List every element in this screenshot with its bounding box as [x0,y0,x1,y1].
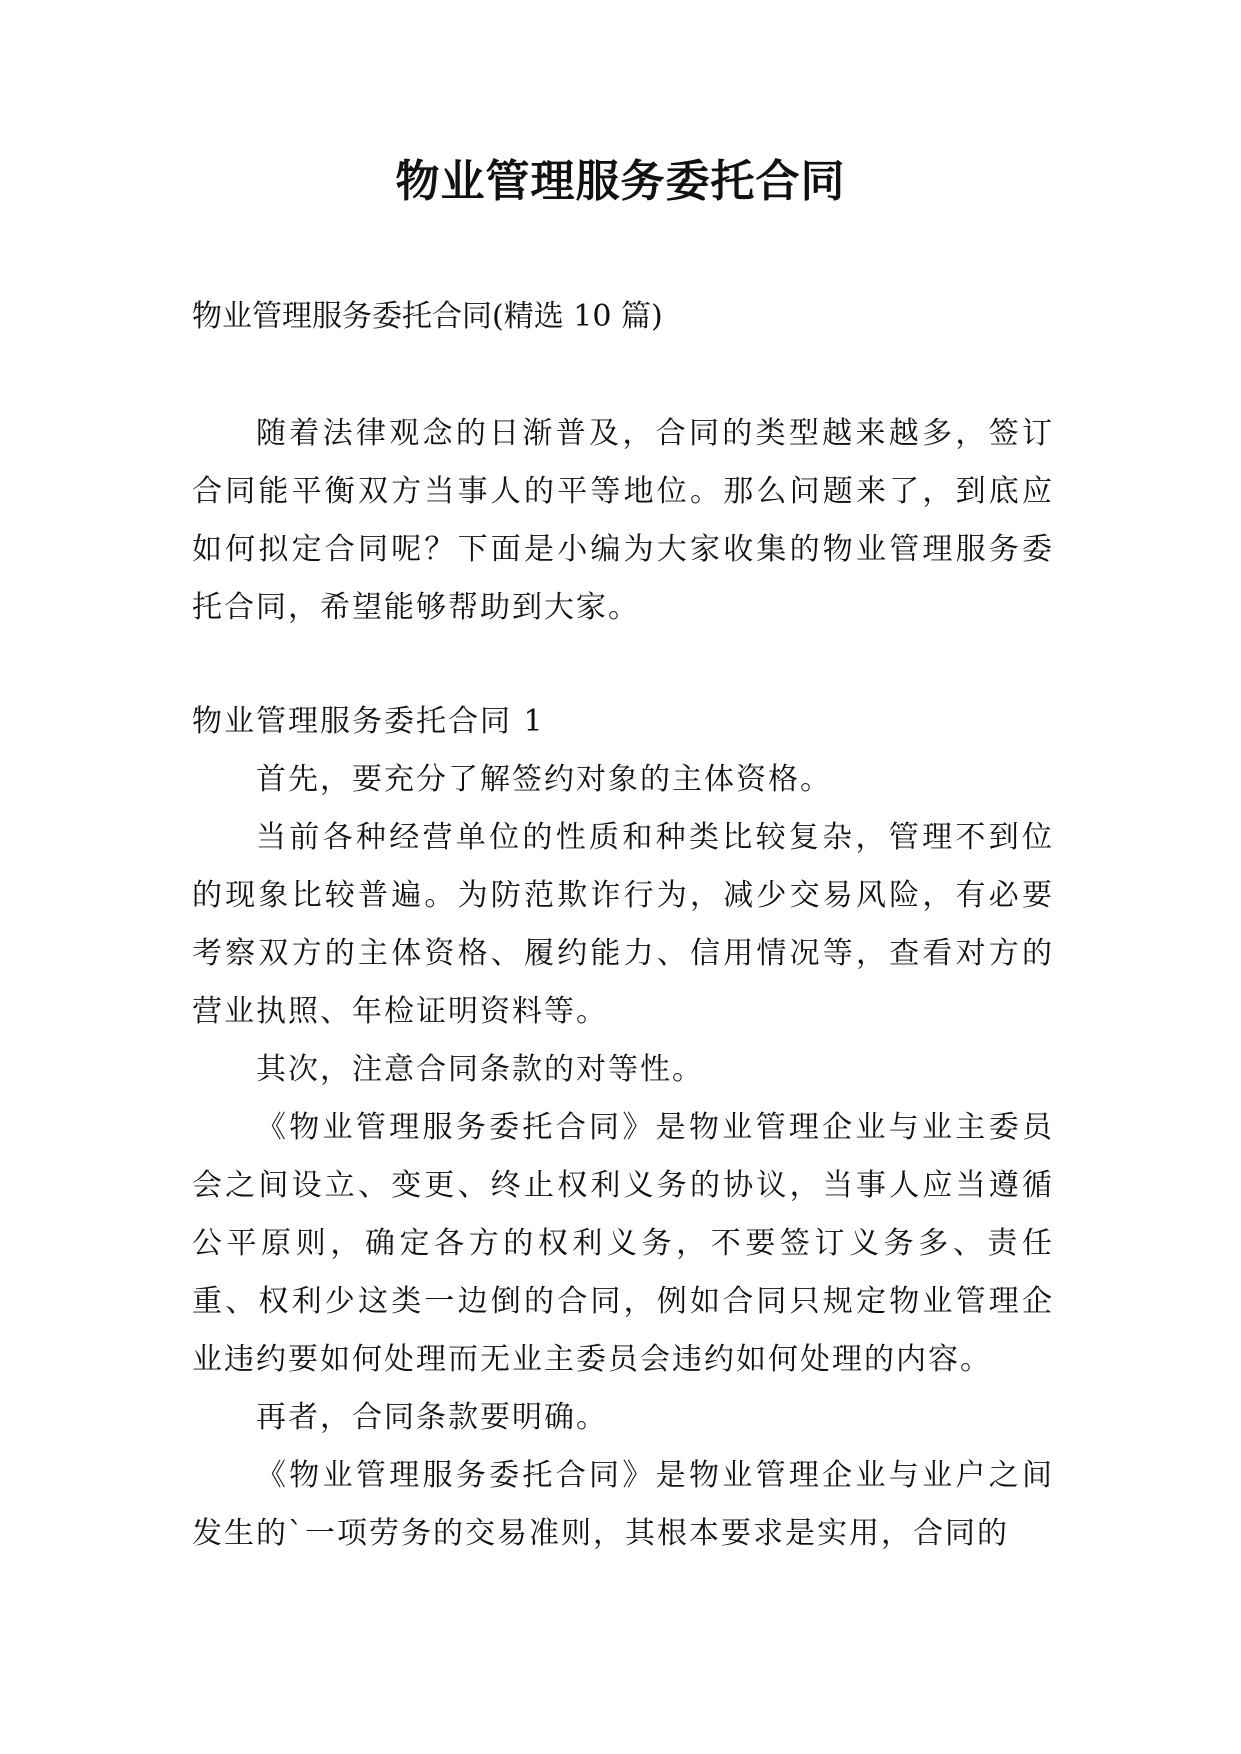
document-body [192,693,1054,1563]
body-paragraph: 《物业管理服务委托合同》是物业管理企业与业主委员会之间设立、变更、终止权利义务的协议，当事人应当遵循公平原则，确定各方的权利义务，不要签订义务多、责任重、权利少这类一边倒的合同，例如合同只规定物业管理企业违约要如何处理而无业主委员会违约如何处理的内容。 [192,1110,1054,1377]
body-paragraph: 当前各种经营单位的性质和种类比较复杂，管理不到位的现象比较普遍。为防范欺诈行为，减少交易风险，有必要考察双方的主体资格、履约能力、信用情况等，查看对方的营业执照、年检证明资料等。 [192,820,1054,1029]
body-paragraph: 首先，要充分了解签约对象的主体资格。 [256,762,832,797]
document-title: 物业管理服务委托合同 [395,156,846,207]
document-subtitle: 物业管理服务委托合同(精选 10 篇) [192,299,663,334]
body-paragraph: 再者，合同条款要明确。 [256,1400,608,1435]
intro-paragraph: 随着法律观念的日渐普及，合同的类型越来越多，签订合同能平衡双方当事人的平等地位。那么问题来了，到底应如何拟定合同呢？下面是小编为大家收集的物业管理服务委托合同，希望能够帮助到大家。 [192,416,1054,625]
body-paragraph: 其次，注意合同条款的对等性。 [256,1052,704,1087]
body-paragraph: 《物业管理服务委托合同》是物业管理企业与业户之间发生的`一项劳务的交易准则，其根本要求是实用，合同的 [192,1458,1054,1551]
section-heading: 物业管理服务委托合同 1 [192,704,545,739]
